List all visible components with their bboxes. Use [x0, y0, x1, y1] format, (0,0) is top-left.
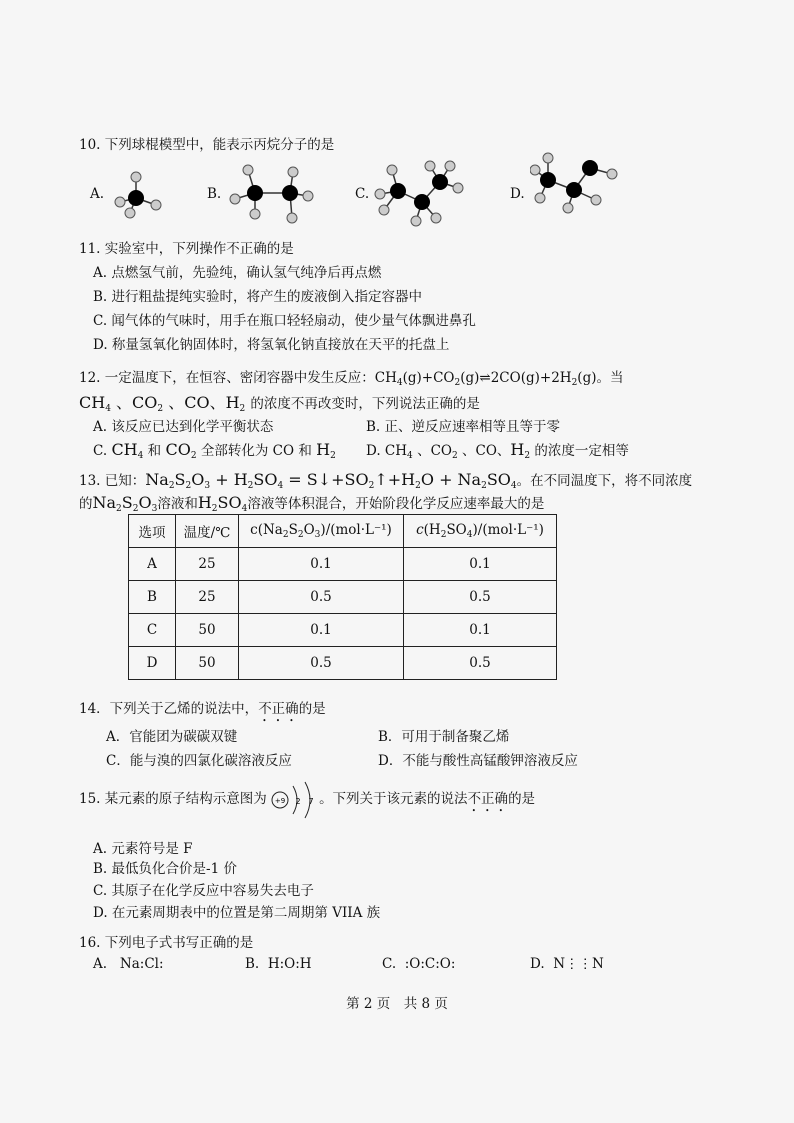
q13-line2-prefix: 的	[79, 496, 93, 512]
q16-stem: 16. 下列电子式书写正确的是	[79, 935, 254, 951]
q15-stem-emphasis: 不正确	[467, 791, 509, 807]
table-row: B 25 0.5 0.5	[129, 581, 557, 614]
q15-stem: 15. 某元素的原子结构示意图为 +9 2 7 。下列关于该元素的说法不正确的是	[79, 787, 535, 815]
table-header-h2so4-conc: $c(H_2SO_4)/(mol\cdot L^{-1})$	[404, 515, 557, 548]
q14-option-c: C．能与溴的四氯化碳溶液反应	[106, 753, 292, 769]
table-header-na2s2o3-conc: $c(Na_2S_2O_3)/(mol\cdot L^{-1})$	[239, 515, 404, 548]
q10-stem: 10. 下列球棍模型中，能表示丙烷分子的是	[79, 137, 335, 153]
q13-stem-prefix: 13. 已知：	[79, 473, 146, 489]
table-header-row	[129, 515, 557, 548]
ball-stick-model-d	[530, 150, 625, 215]
ball-stick-model-a	[112, 165, 172, 220]
table-header-option: 选项	[129, 515, 176, 548]
q13-stem-suffix: 。在不同温度下，将不同浓度	[516, 473, 693, 489]
electron-formula-d: N⋮⋮N	[553, 956, 604, 972]
page-footer: 第 2 页 共 8 页	[346, 996, 448, 1012]
q11-option-a: A. 点燃氢气前，先验纯，确认氢气纯净后再点燃	[93, 265, 382, 281]
q12-stem-prefix: 12. 一定温度下，在恒容、密闭容器中发生反应：	[79, 370, 375, 386]
q15-option-b: B. 最低负化合价是-1 价	[93, 861, 237, 877]
q13-reaction-equation: $Na_2S_2O_3 + H_2SO_4$ = $S↓+SO_2↑+H_2O + Na_2SO_4$	[145, 470, 517, 491]
q10-option-c-label: C.	[355, 186, 370, 202]
ball-stick-model-b	[225, 158, 315, 228]
q12-species-list: $CH_4$ 、$CO_2$ 、CO、$H_2$	[79, 393, 246, 414]
q12-option-d: D. $CH_4$ 、$CO_2$ 、CO、$H_2$ 的浓度一定相等	[366, 440, 629, 461]
q10-option-b-label: B.	[207, 186, 222, 202]
q12-stem-suffix: 。当	[596, 370, 624, 386]
q14-option-d: D．不能与酸性高锰酸钾溶液反应	[378, 753, 578, 769]
q14-stem: 14．下列关于乙烯的说法中，不正确的是	[79, 701, 326, 717]
q12-reaction-equation: $CH_4(g)+CO_2(g)\rightleftharpoons 2CO(g)+2H_2(g)$	[374, 370, 597, 388]
q12-option-d-label: D.	[366, 443, 381, 459]
q12-stem-line2-suffix: 的浓度不再改变时，下列说法正确的是	[250, 396, 480, 412]
q13-rate-table	[128, 514, 557, 680]
q11-option-c: C. 闻气体的气味时，用手在瓶口轻轻扇动，使少量气体飘进鼻孔	[93, 313, 476, 329]
q12-stem-line2	[79, 390, 480, 414]
q12-option-c-h2: $H_2$	[316, 440, 336, 461]
q11-option-d: D. 称量氢氧化钠固体时，将氢氧化钠直接放在天平的托盘上	[93, 337, 450, 353]
q16-option-b: B. H:O:H	[245, 956, 312, 972]
q12-option-a: A. 该反应已达到化学平衡状态	[93, 419, 274, 435]
shell-2-electrons: 7	[308, 796, 314, 806]
nucleus-charge: +9	[274, 796, 286, 805]
ball-stick-model-c	[372, 158, 472, 228]
q13-stem-line1	[79, 469, 692, 491]
q16-option-a: A. Na:Cl:	[93, 956, 164, 972]
q12-option-c-ch4: $CH_4$	[111, 440, 144, 461]
q14-option-b: B．可用于制备聚乙烯	[378, 729, 510, 745]
q15-option-c: C. 其原子在化学反应中容易失去电子	[93, 883, 314, 899]
atomic-structure-diagram	[271, 790, 319, 810]
q12-option-c-co2: $CO_2$	[165, 440, 197, 461]
q14-option-a: A．官能团为碳碳双键	[106, 729, 238, 745]
q12-option-d-suffix: 的浓度一定相等	[534, 443, 629, 459]
q16-option-c: C. :O:C:O:	[382, 956, 456, 972]
q12-option-b: B. 正、逆反应速率相等且等于零	[366, 419, 561, 435]
q13-line2-mid2: 溶液等体积混合，开始阶段化学反应速率最大的是	[247, 496, 545, 512]
q15-option-d: D. 在元素周期表中的位置是第二周期第 VIIA 族	[93, 905, 381, 921]
shell-1-electrons: 2	[295, 796, 301, 806]
q10-option-d-label: D.	[510, 186, 525, 202]
table-row: A 25 0.1 0.1	[129, 548, 557, 581]
table-row: C 50 0.1 0.1	[129, 614, 557, 647]
q13-line2-mid1: 溶液和	[157, 496, 198, 512]
electron-formula-c: :O:C:O:	[404, 956, 456, 972]
table-row: D 50 0.5 0.5	[129, 647, 557, 680]
q10-option-a-label: A.	[90, 186, 105, 202]
q13-stem-line2: 的$Na_2S_2O_3$溶液和$H_2SO_4$溶液等体积混合，开始阶段化学反应速率最大的是	[79, 493, 545, 514]
table-header-temperature: 温度/℃	[176, 515, 239, 548]
q12-stem-line1	[79, 366, 623, 388]
q12-option-c-mid: 全部转化为 CO 和	[200, 443, 312, 459]
q14-stem-emphasis: 不正确	[258, 701, 299, 717]
q16-option-d: D. N⋮⋮N	[530, 956, 604, 972]
q11-stem: 11. 实验室中，下列操作不正确的是	[79, 241, 294, 257]
q15-option-a: A. 元素符号是 F	[93, 841, 193, 857]
electron-formula-a: Na:Cl:	[119, 956, 164, 972]
q12-option-c: C. $CH_4$ 和 $CO_2$ 全部转化为 CO 和 $H_2$	[93, 440, 336, 461]
q11-option-b: B. 进行粗盐提纯实验时，将产生的废液倒入指定容器中	[93, 289, 423, 305]
electron-formula-b: H:O:H	[267, 956, 312, 972]
q12-option-c-label: C.	[93, 443, 108, 459]
